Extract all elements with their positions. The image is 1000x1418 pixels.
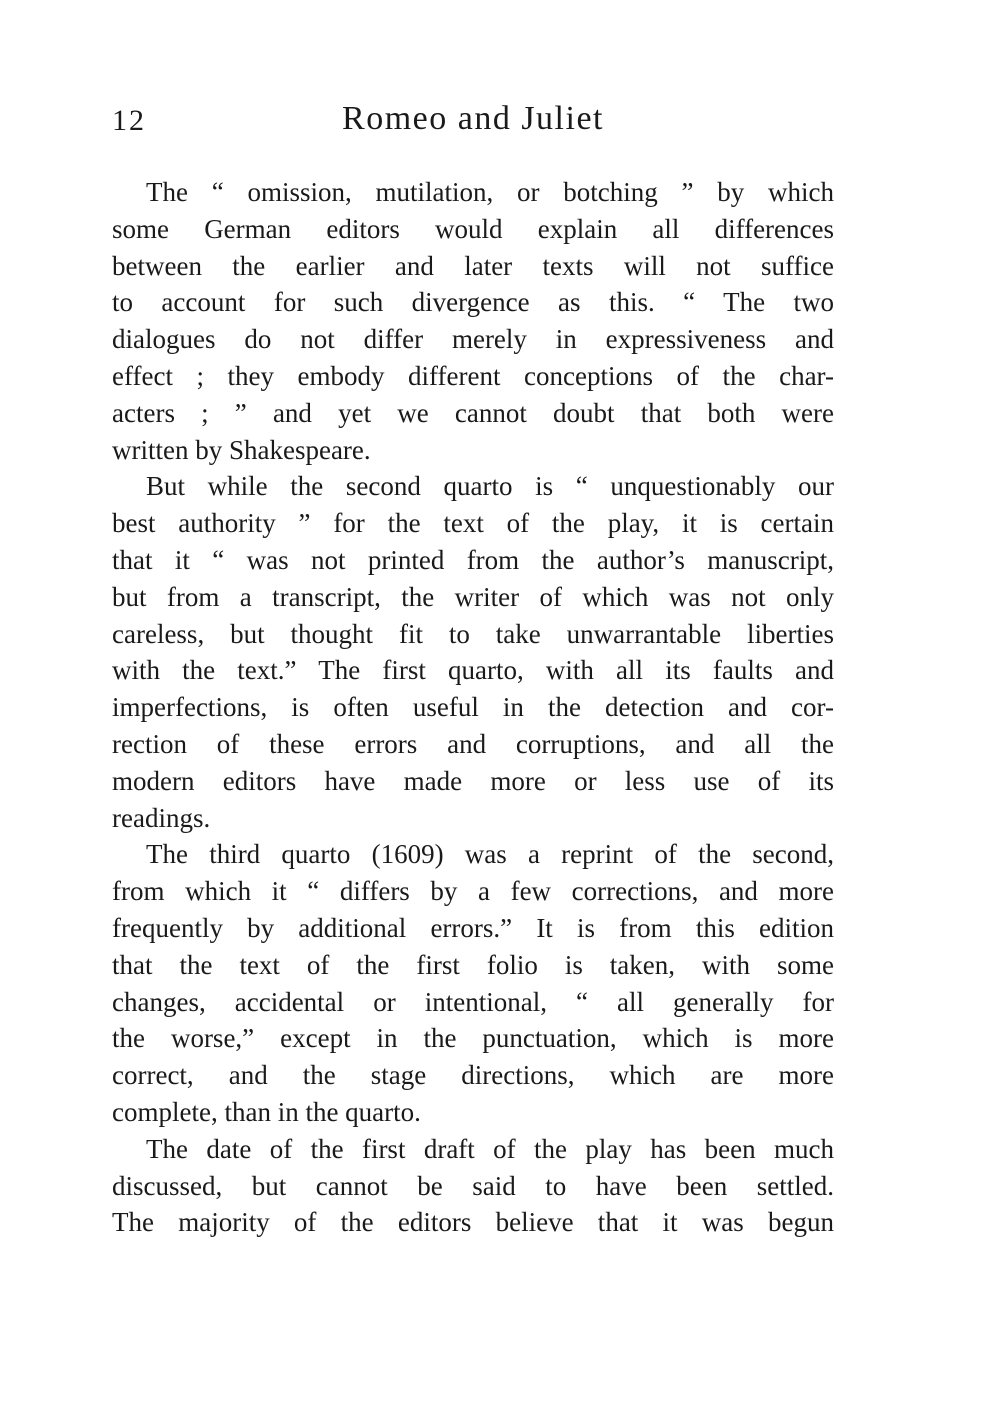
text-line: acters ; ” and yet we cannot doubt that both were [112,397,834,428]
text-line: that the text of the first folio is taken, with some [112,949,834,980]
text-line: modern editors have made more or less use of its [112,765,834,796]
text-line: correct, and the stage directions, which are more [112,1060,834,1091]
text-line: imperfections, is often useful in the detection and cor- [112,692,834,723]
text-line: the worse,” except in the punctuation, which is more [112,1023,834,1054]
text-line: The “ omission, mutilation, or botching ” by which [146,177,834,207]
running-head [112,100,834,148]
text-line: discussed, but cannot be said to have been settled. [112,1170,834,1201]
body-text [112,174,834,1241]
text-line: changes, accidental or intentional, “ all generally for [112,986,834,1017]
text-line: written by Shakespeare. [112,434,371,465]
text-line: but from a transcript, the writer of which was not only [112,581,834,612]
text-line: effect ; they embody different conceptions of the char- [112,360,834,391]
text-line: readings. [112,802,211,833]
text-line: rection of these errors and corruptions, and all the [112,728,834,759]
text-line: But while the second quarto is “ unquestionably our [146,471,834,502]
text-line: that it “ was not printed from the author’s manuscript, [112,544,834,575]
text-line: The date of the first draft of the play has been much [146,1133,834,1164]
text-line: some German editors would explain all differences [112,213,834,244]
text-line: with the text.” The first quarto, with all its faults and [112,655,834,686]
text-line: complete, than in the quarto. [112,1096,421,1127]
text-line: from which it “ differs by a few corrections, and more [112,876,834,907]
text-line: The third quarto (1609) was a reprint of the second, [146,839,834,870]
page-number: 12 [112,104,146,137]
text-line: The majority of the editors believe that it was begun [112,1207,834,1238]
text-line: between the earlier and later texts will not suffice [112,250,834,281]
text-line: best authority ” for the text of the play, it is certain [112,508,834,539]
text-line: to account for such divergence as this. “ The two [112,287,834,318]
running-title: Romeo and Juliet [342,100,604,137]
text-line: dialogues do not differ merely in expressiveness and [112,324,834,355]
text-line: careless, but thought fit to take unwarrantable liberties [112,618,834,649]
text-line: frequently by additional errors.” It is from this edition [112,912,834,943]
